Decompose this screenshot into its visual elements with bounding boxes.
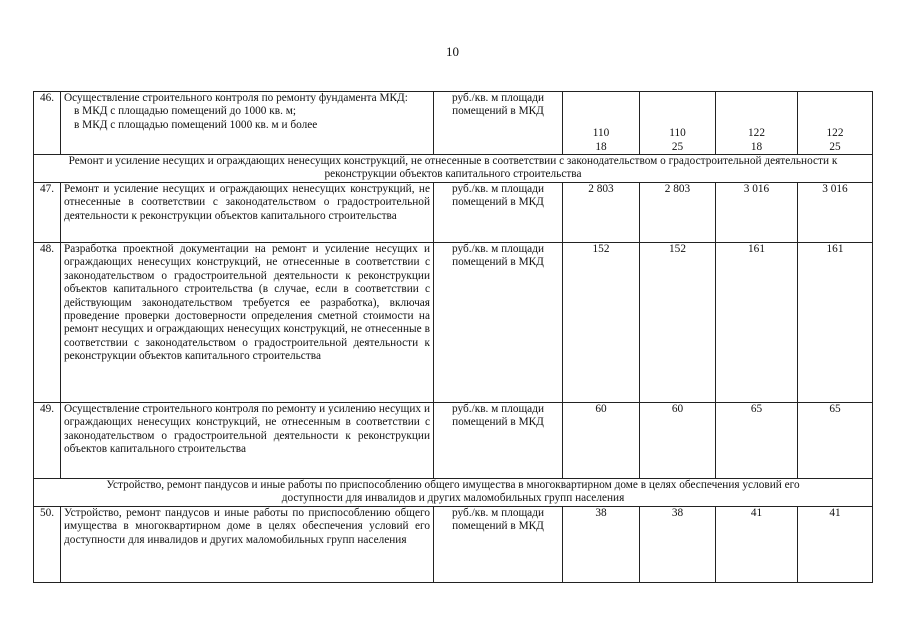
table-row [34,507,873,583]
row-value: 161 [716,243,798,403]
row-value: 2 803 [563,183,640,243]
row-value: 38 [563,507,640,583]
value-line: 122 [748,127,765,140]
value-line: 110 [592,127,610,140]
row-description [61,92,434,155]
row-description: Устройство, ремонт пандусов и иные работы по приспособлению общего имущества в многоквартирном доме в целях обеспечения условий его доступности для инвалидов и других маломобильных групп населения [61,507,434,583]
row-value: 2 803 [640,183,716,243]
table-row [34,92,873,155]
value-line: 110 [669,127,686,140]
row-value [716,92,798,155]
row-description: Разработка проектной документации на ремонт и усиление несущих и ограждающих ненесущих конструкций, не отнесенные в соответствии с законодательством о градостроительной деятельности к реконструкции объектов капитального строительства (в случае, если в соответствии с действующим законодательством требуется ее разработка), включая проведение проверки достоверности определения сметной стоимости на ремонт несущих и ограждающих ненесущих конструкций, не отнесенные в соответствии с законодательством о градостроительной деятельности к реконструкции объектов капитального строительства [61,243,434,403]
description-line: в МКД с площадью помещений 1000 кв. м и более [74,118,318,131]
value-line: 18 [595,140,607,153]
row-unit: руб./кв. м площади помещений в МКД [434,243,563,403]
row-value: 60 [640,403,716,479]
row-value: 152 [640,243,716,403]
row-value: 41 [798,507,873,583]
row-number: 47. [34,183,61,243]
row-unit: руб./кв. м площади помещений в МКД [434,183,563,243]
row-value: 3 016 [716,183,798,243]
row-value: 60 [563,403,640,479]
row-value [640,92,716,155]
row-value: 161 [798,243,873,403]
row-unit: руб./кв. м площади помещений в МКД [434,507,563,583]
row-number: 50. [34,507,61,583]
row-unit: руб./кв. м площади помещений в МКД [434,403,563,479]
tariff-table [33,91,873,583]
row-number: 49. [34,403,61,479]
table-row [34,183,873,243]
row-value [798,92,873,155]
row-description: Ремонт и усиление несущих и ограждающих ненесущих конструкций, не отнесенные в соответствии с законодательством о градостроительной деятельности к реконструкции объектов капитального строительства [61,183,434,243]
row-value: 65 [716,403,798,479]
description-line: Осуществление строительного контроля по ремонту фундамента МКД: [64,92,408,104]
section-heading: Ремонт и усиление несущих и ограждающих ненесущих конструкций, не отнесенные в соответствии с законодательством о градостроительной деятельности к реконструкции объектов капитального строительства [34,155,873,183]
row-number: 46. [34,92,61,155]
table-row [34,403,873,479]
page-number: 10 [446,44,459,59]
value-line: 122 [826,127,844,140]
section-row [34,155,873,183]
row-number: 48. [34,243,61,403]
table-row [34,243,873,403]
row-value [563,92,640,155]
row-value: 3 016 [798,183,873,243]
row-value: 41 [716,507,798,583]
row-value: 65 [798,403,873,479]
value-line: 25 [671,140,684,153]
description-line: в МКД с площадью помещений до 1000 кв. м; [74,105,297,118]
row-unit: руб./кв. м площади помещений в МКД [434,92,563,155]
value-line: 18 [750,140,763,153]
section-heading: Устройство, ремонт пандусов и иные работы по приспособлению общего имущества в многоквартирном доме в целях обеспечения условий его доступности для инвалидов и других маломобильных групп населения [34,479,873,507]
row-value: 152 [563,243,640,403]
row-description: Осуществление строительного контроля по ремонту и усилению несущих и ограждающих ненесущих конструкций, не отнесенным в соответствии с законодательством о градостроительной деятельности к реконструкции объектов капитального строительства [61,403,434,479]
value-line: 25 [829,140,841,153]
section-row [34,479,873,507]
row-value: 38 [640,507,716,583]
